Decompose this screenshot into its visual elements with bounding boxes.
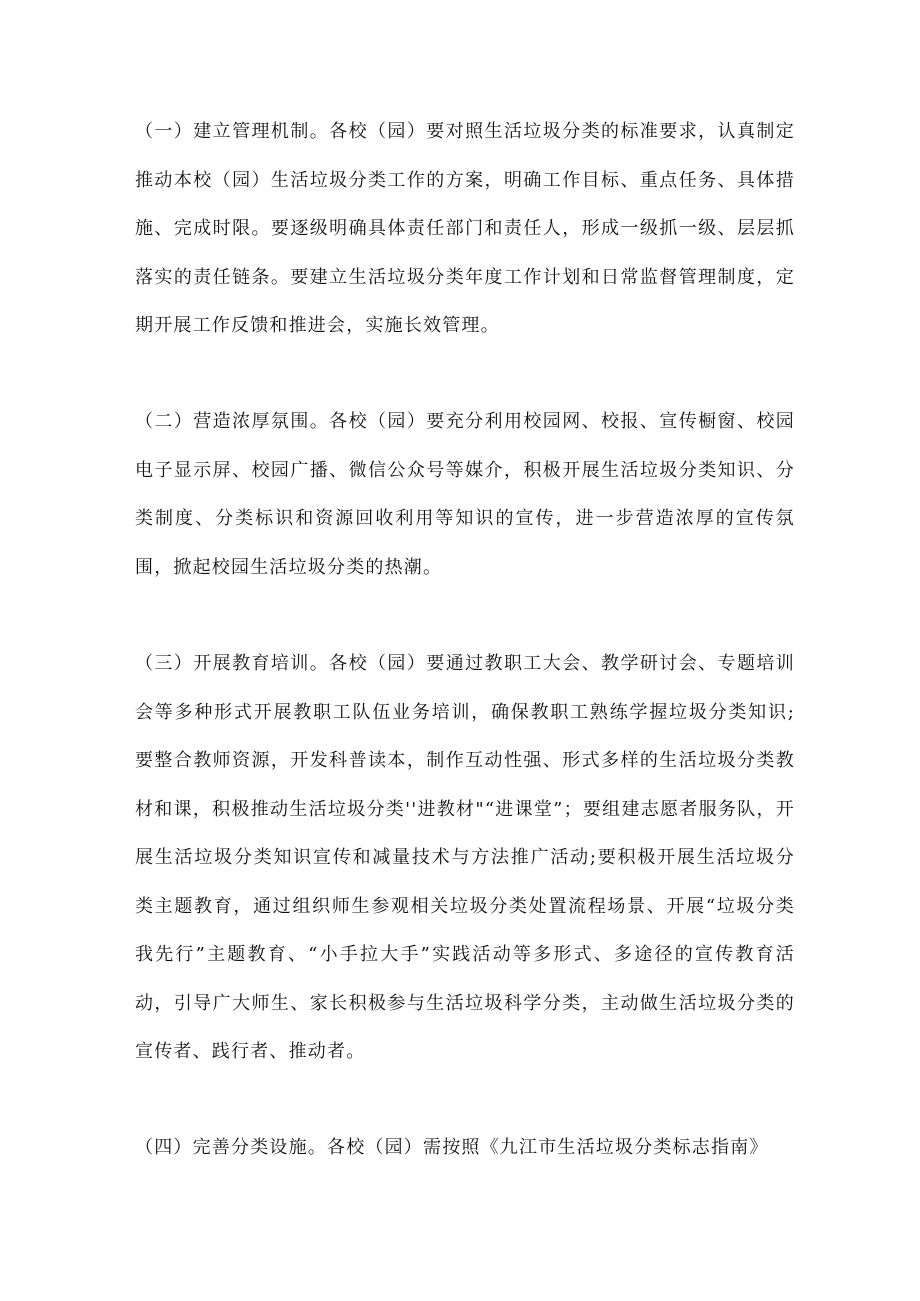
paragraph-atmosphere: （二）营造浓厚氛围。各校（园）要充分利用校园网、校报、宣传橱窗、校园电子显示屏、校园广播、微信公众号等媒介，积极开展生活垃圾分类知识、分类制度、分类标识和资源回收利用等知识的宣传，进一步营造浓厚的宣传氛围，掀起校园生活垃圾分类的热潮。 bbox=[135, 411, 795, 578]
paragraph-management-mechanism: （一）建立管理机制。各校（园）要对照生活垃圾分类的标准要求，认真制定推动本校（园）生活垃圾分类工作的方案，明确工作目标、重点任务、具体措施、完成时限。要逐级明确具体责任部门和责任人，形成一级抓一级、层层抓落实的责任链条。要建立生活垃圾分类年度工作计划和日常监督管理制度，定期开展工作反馈和推进会，实施长效管理。 bbox=[135, 121, 795, 336]
paragraph-facilities: （四）完善分类设施。各校（园）需按照《九江市生活垃圾分类标志指南》 bbox=[135, 1137, 769, 1158]
paragraph-education-training: （三）开展教育培训。各校（园）要通过教职工大会、教学研讨会、专题培训会等多种形式开展教职工队伍业务培训，确保教职工熟练学握垃圾分类知识;要整合教师资源，开发科普读本，制作互动性强、形式多样的生活垃圾分类教材和课，积极推动生活垃圾分类''进教材"“进课堂”；要组建志愿者服务队，开展生活垃圾分类知识宣传和减量技术与方法推广活动;要积极开展生活垃圾分类主题教育，通过组织师生参观相关垃圾分类处置流程场景、开展“垃圾分类我先行”主题教育、“小手拉大手”实践活动等多形式、多途径的宣传教育活动，引导广大师生、家长积极参与生活垃圾科学分类，主动做生活垃圾分类的宣传者、践行者、推动者。 bbox=[135, 653, 795, 1062]
